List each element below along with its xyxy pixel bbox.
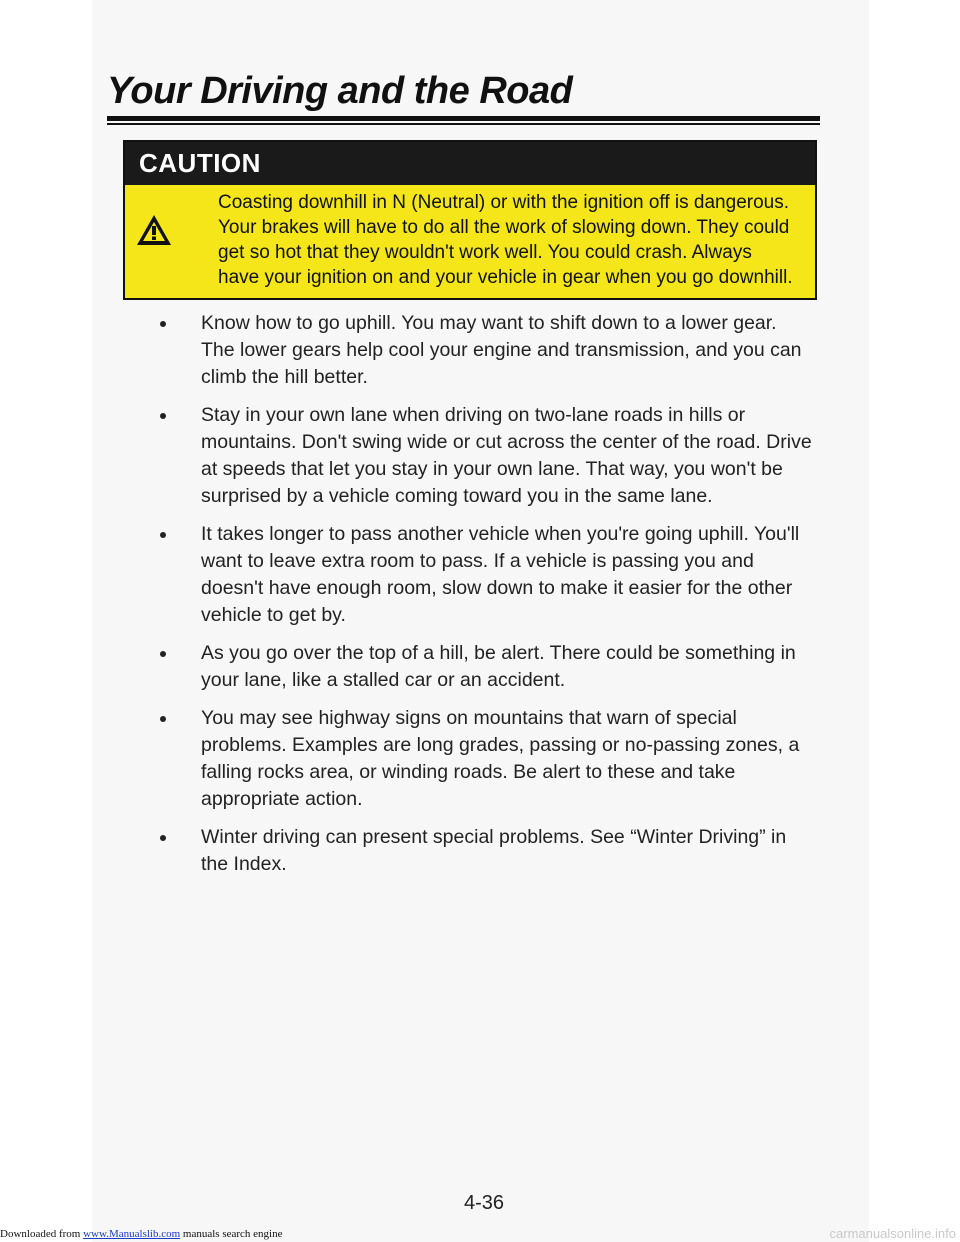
list-item-text: Winter driving can present special problems. See “Winter Driving” in the Index. — [201, 826, 787, 875]
bullet-icon — [160, 835, 166, 841]
list-item — [160, 521, 815, 629]
caution-heading: CAUTION — [125, 142, 815, 185]
list-item-text: As you go over the top of a hill, be alert. There could be something in your lane, like a stalled car or an accident. — [201, 642, 796, 691]
list-item-text: Stay in your own lane when driving on two-lane roads in hills or mountains. Don't swing wide or cut across the center of the road. Drive at speeds that let you stay in your own lane. That way, you won't be surprised by a vehicle coming toward you in the same lane. — [201, 404, 812, 507]
caution-line: Coasting downhill in N (Neutral) or with the ignition off is dangerous. — [218, 192, 790, 213]
bullet-icon — [160, 651, 166, 657]
list-item-text: You may see highway signs on mountains that warn of special problems. Examples are long grades, passing or no-passing zones, a falling rocks area, or winding roads. Be alert to these and take appropriate action. — [201, 707, 800, 810]
bullet-icon — [160, 413, 166, 419]
list-item — [160, 824, 815, 878]
list-item-text: Know how to go uphill. You may want to shift down to a lower gear. The lower gears help cool your engine and transmission, and you can climb the hill better. — [201, 312, 802, 388]
caution-text — [218, 185, 818, 290]
title-rule — [107, 116, 820, 121]
driving-tips-list — [160, 310, 815, 889]
footer-suffix: manuals search engine — [180, 1228, 283, 1240]
caution-body — [125, 185, 815, 298]
caution-line: get so hot that they wouldn't work well. You could crash. Always — [218, 242, 752, 263]
caution-box — [123, 140, 817, 300]
caution-line: Your brakes will have to do all the work of slowing down. They could — [218, 217, 790, 238]
watermark-footer: carmanualsonline.info — [829, 1226, 956, 1241]
page-title: Your Driving and the Road — [107, 70, 573, 112]
bullet-icon — [160, 532, 166, 538]
caution-line: have your ignition on and your vehicle in gear when you go downhill. — [218, 267, 793, 288]
download-footer — [0, 1228, 282, 1240]
list-item-text: It takes longer to pass another vehicle when you're going uphill. You'll want to leave extra room to pass. If a vehicle is passing you and doesn't have enough room, slow down to make it easier for the other vehicle to get by. — [201, 523, 800, 626]
list-item — [160, 310, 815, 391]
page-number: 4-36 — [464, 1192, 505, 1214]
bullet-icon — [160, 716, 166, 722]
bullet-icon — [160, 321, 166, 327]
footer-prefix: Downloaded from — [0, 1228, 84, 1240]
warning-triangle-icon — [135, 213, 173, 247]
list-item — [160, 640, 815, 694]
list-item — [160, 705, 815, 813]
manualslib-link[interactable]: www.Manualslib.com — [83, 1228, 181, 1240]
list-item — [160, 402, 815, 510]
title-rule-thin — [107, 123, 820, 125]
